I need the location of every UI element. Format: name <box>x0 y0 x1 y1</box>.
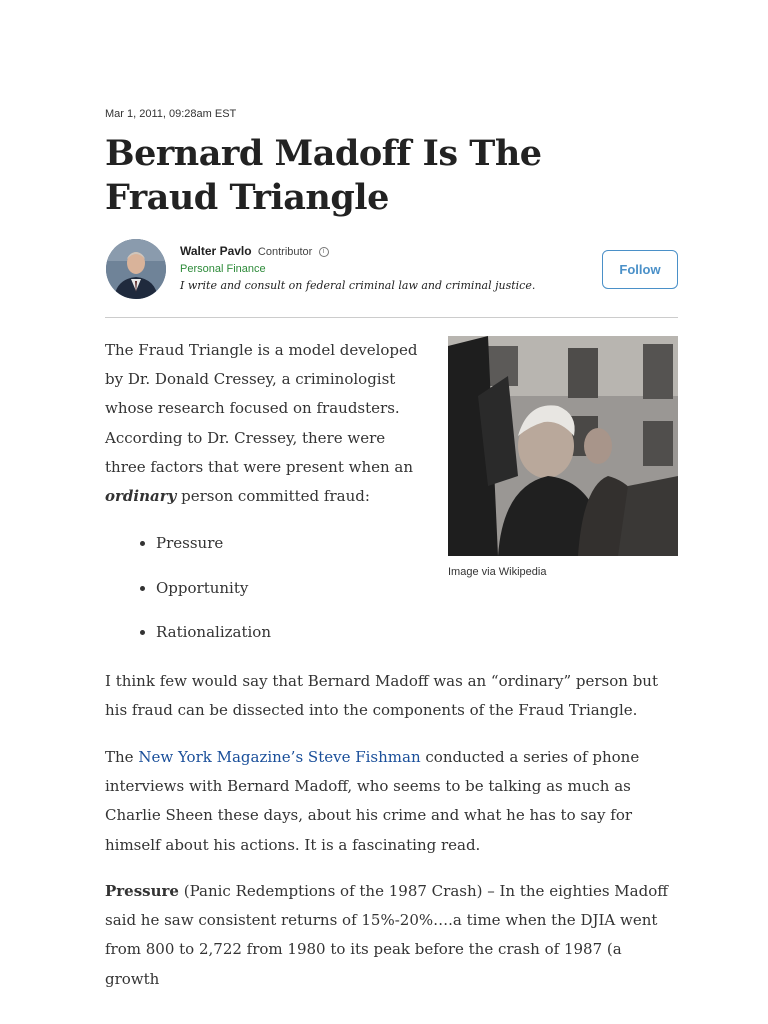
intro-emphasis: ordinary <box>105 487 177 506</box>
list-item: Pressure <box>138 528 271 573</box>
p2-text-end: conducted a series of phone interviews with Bernard Madoff, who seems to be talking as much as Charlie Sheen these days, about his crime and what he has to say for himself about his actions. It is a fascinating read. <box>105 748 640 854</box>
list-item: Rationalization <box>138 617 271 662</box>
list-item: Opportunity <box>138 573 271 618</box>
author-bio: I write and consult on federal criminal law and criminal justice. <box>180 279 536 292</box>
author-block <box>180 243 535 292</box>
author-name[interactable]: Walter Pavlo <box>180 244 252 258</box>
intro-text: The Fraud Triangle is a model developed by Dr. Donald Cressey, a criminologist whose research focused on fraudsters. According to Dr. Cressey, there were three factors that were present when an <box>105 341 418 476</box>
pressure-heading: Pressure <box>105 882 179 900</box>
new-york-magazine-link[interactable]: New York Magazine’s Steve Fishman <box>138 748 421 766</box>
avatar-photo <box>106 239 166 299</box>
intro-text-end: person committed fraud: <box>181 487 370 506</box>
madoff-photo <box>448 336 678 556</box>
p3-text: (Panic Redemptions of the 1987 Crash) – In the eighties Madoff said he saw consistent returns of 15%-20%….a time when the DJIA went from 800 to 2,722 from 1980 to its peak before the crash of 1987 (a growth <box>105 882 668 988</box>
article-timestamp: Mar 1, 2011, 09:28am EST <box>105 108 237 120</box>
author-role: Contributor <box>257 246 313 258</box>
article-image[interactable] <box>448 336 678 556</box>
article-title: Bernard Madoff Is The Fraud Triangle <box>105 133 542 218</box>
p2-text: The <box>105 748 134 766</box>
paragraph-1: I think few would say that Bernard Madoff was an “ordinary” person but his fraud can be dissected into the components of the Fraud Triangle. <box>105 672 658 720</box>
info-icon[interactable]: i <box>319 247 329 257</box>
follow-button[interactable]: Follow <box>602 250 678 289</box>
author-avatar[interactable] <box>106 239 166 299</box>
paragraph-2 <box>105 743 680 860</box>
paragraph-3 <box>105 877 680 994</box>
section-link[interactable]: Personal Finance <box>180 263 266 275</box>
image-caption: Image via Wikipedia <box>448 566 547 578</box>
intro-paragraph <box>105 336 425 511</box>
divider <box>105 317 678 318</box>
factor-list <box>138 528 271 662</box>
